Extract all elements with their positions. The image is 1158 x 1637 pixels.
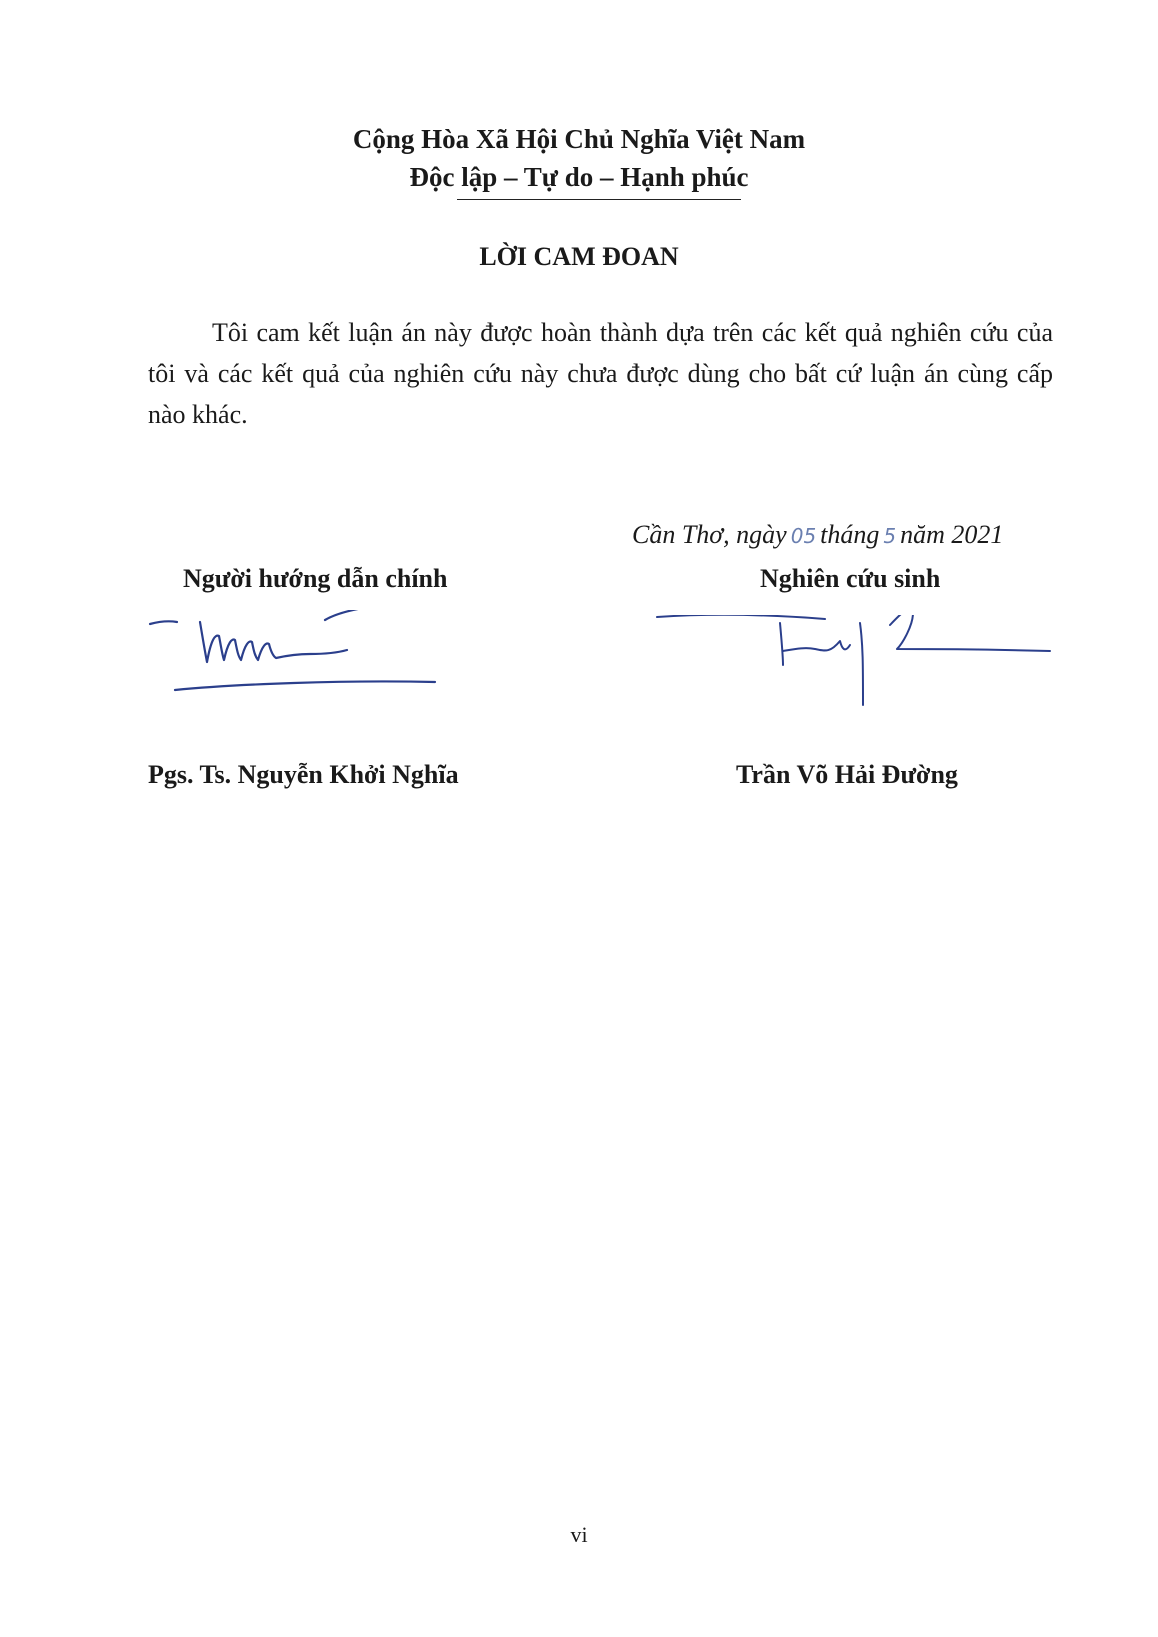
date-month: 5 [883,524,897,548]
date-month-label: tháng [820,520,880,549]
student-signature [655,615,1070,740]
page-number: vi [570,1522,588,1547]
date-prefix: Cần Thơ, ngày [632,520,787,549]
student-role-label: Nghiên cứu sinh [760,564,941,593]
declaration-paragraph: Tôi cam kết luận án này được hoàn thành dựa trên các kết quả nghiên cứu của tôi và các kết quả của nghiên cứu này chưa được dùng cho bất cứ luận án cùng cấp nào khác. [148,318,1053,429]
date-line [632,520,1003,550]
motto-underline [457,199,741,200]
country-heading: Cộng Hòa Xã Hội Chủ Nghĩa Việt Nam [352,124,806,154]
advisor-signature [145,610,465,740]
student-name: Trần Võ Hải Đường [736,760,958,789]
page-title: LỜI CAM ĐOAN [479,242,679,271]
motto-heading: Độc lập – Tự do – Hạnh phúc [409,162,749,192]
advisor-role-label: Người hướng dẫn chính [183,564,448,593]
date-year: năm 2021 [900,520,1004,549]
date-day: 05 [790,524,817,548]
advisor-name: Pgs. Ts. Nguyễn Khởi Nghĩa [148,760,459,789]
